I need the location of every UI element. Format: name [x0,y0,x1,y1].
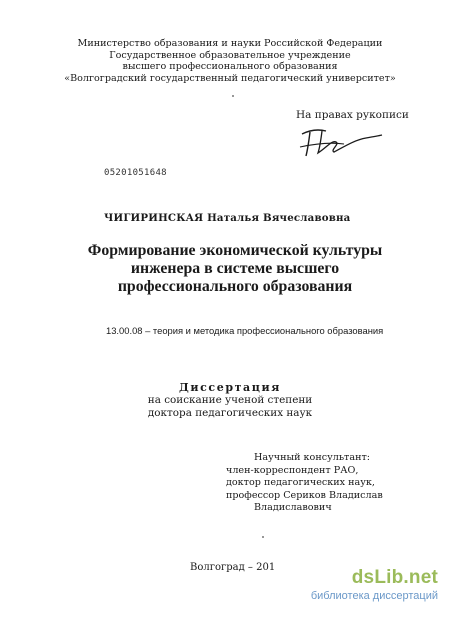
dissertation-heading: Диссертация [179,381,281,394]
watermark [311,568,438,602]
consultant-line: профессор Сериков Владислав [226,489,383,501]
ministry-header [40,38,420,84]
dissertation-title [80,242,390,295]
signature-icon [296,120,386,162]
dissertation-block [120,381,340,420]
watermark-name: dsLib.net [351,567,438,588]
city-year: Волгоград – 201 [190,562,276,573]
title-line: профессионального образования [117,277,353,295]
scan-speck [262,536,264,538]
watermark-sub: библиотека диссертаций [310,590,438,602]
header-line: «Волгоградский государственный педагогический университет» [64,72,396,84]
consultant-line: доктор педагогических наук, [226,477,375,489]
degree-line: доктора педагогических наук [147,407,313,419]
scan-speck [232,95,234,97]
header-line: Государственное образовательное учреждение [109,49,351,61]
rights-label: На правах рукописи [296,109,409,121]
author-name: ЧИГИРИНСКАЯ Наталья Вячеславовна [104,212,351,224]
consultant-block [226,452,426,515]
header-line: Министерство образования и науки Российской Федерации [77,38,383,49]
degree-line: на соискание ученой степени [147,394,313,406]
document-code: 05201051648 [104,168,167,178]
consultant-line: Владиславович [254,502,332,514]
header-line: высшего профессионального образования [122,61,338,73]
consultant-label: Научный консультант: [254,452,371,463]
consultant-line: член-корреспондент РАО, [226,464,359,476]
title-line: инженера в системе высшего [130,259,340,277]
handwritten-signature [296,120,386,166]
specialty-code: 13.00.08 – теория и методика профессионального образования [106,325,384,336]
title-line: Формирование экономической культуры [87,242,383,259]
